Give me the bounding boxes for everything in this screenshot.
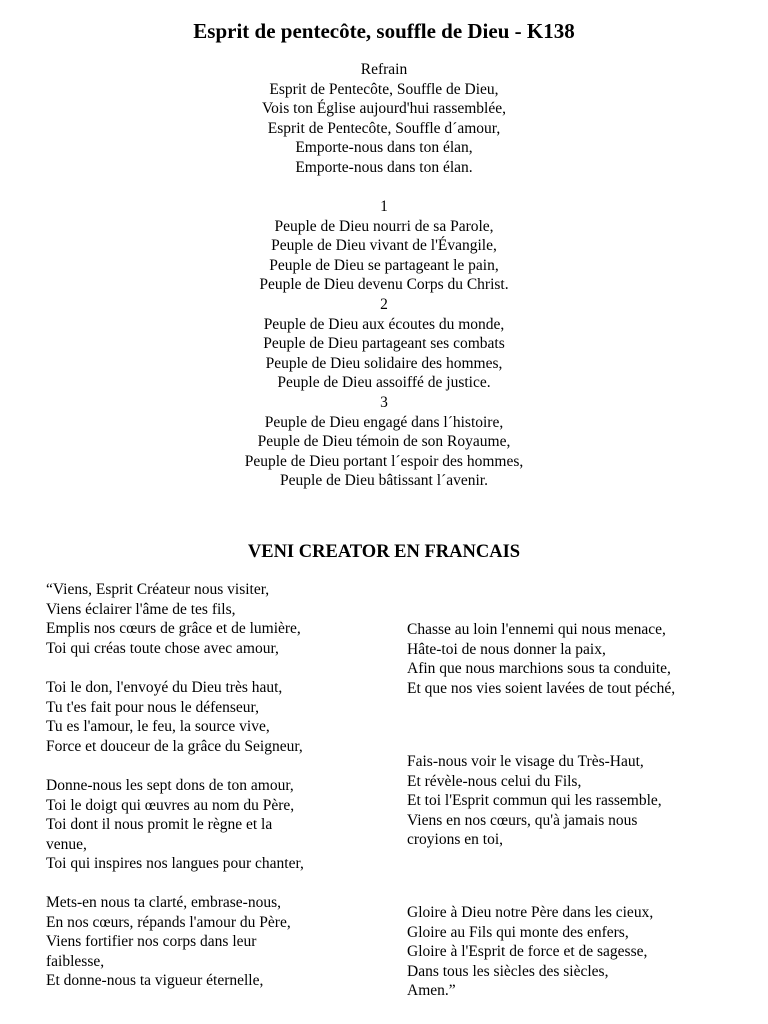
- verse-line: Peuple de Dieu bâtissant l´avenir.: [280, 472, 488, 490]
- verse-line: Peuple de Dieu devenu Corps du Christ.: [259, 276, 509, 294]
- stanza: [46, 893, 291, 991]
- stanza-line: Toi qui créas toute chose avec amour,: [46, 639, 279, 657]
- stanza-line: Hâte-toi de nous donner la paix,: [407, 640, 606, 658]
- stanza: [46, 678, 303, 756]
- stanza: [46, 580, 301, 658]
- refrain-line: Vois ton Église aujourd'hui rassemblée,: [261, 100, 506, 118]
- stanza: [46, 776, 304, 874]
- stanza-line: Et toi l'Esprit commun qui les rassemble,: [407, 792, 662, 810]
- refrain-line: Emporte-nous dans ton élan.: [295, 158, 473, 176]
- stanza: [407, 752, 662, 850]
- stanza-line: Toi le don, l'envoyé du Dieu très haut,: [46, 679, 283, 696]
- stanza-line: venue,: [46, 835, 87, 853]
- refrain-line: Emporte-nous dans ton élan,: [295, 139, 473, 157]
- verse-line: Peuple de Dieu vivant de l'Évangile,: [271, 237, 497, 255]
- verses-block: [0, 197, 768, 491]
- stanza-line: Toi dont il nous promit le règne et la: [46, 816, 273, 834]
- refrain-line: Esprit de Pentecôte, Souffle d´amour,: [267, 119, 501, 137]
- stanza-line: Gloire au Fils qui monte des enfers,: [407, 923, 629, 941]
- refrain-label: Refrain: [360, 61, 408, 78]
- stanza-line: Chasse au loin l'ennemi qui nous menace,: [407, 621, 666, 638]
- stanza-line: En nos cœurs, répands l'amour du Père,: [46, 913, 291, 931]
- verse-line: Peuple de Dieu assoiffé de justice.: [277, 374, 491, 392]
- stanza-line: Afin que nous marchions sous ta conduite,: [407, 660, 671, 678]
- stanza-line: Dans tous les siècles des siècles,: [407, 962, 609, 980]
- verse-line: Peuple de Dieu solidaire des hommes,: [265, 354, 503, 372]
- verse-number: 1: [380, 198, 388, 215]
- stanza-line: Fais-nous voir le visage du Très-Haut,: [407, 753, 644, 770]
- verse-line: Peuple de Dieu se partageant le pain,: [269, 256, 499, 274]
- verse-number: 3: [380, 393, 388, 411]
- stanza-line: Mets-en nous ta clarté, embrase-nous,: [46, 894, 282, 911]
- stanza-line: Viens éclairer l'âme de tes fils,: [46, 600, 236, 618]
- stanza-line: faiblesse,: [46, 952, 105, 970]
- stanza-line: Donne-nous les sept dons de ton amour,: [46, 777, 294, 794]
- stanza: [407, 903, 653, 1001]
- stanza-line: Toi le doigt qui œuvres au nom du Père,: [46, 796, 295, 814]
- stanza-line: croyions en toi,: [407, 831, 503, 849]
- stanza-line: Emplis nos cœurs de grâce et de lumière,: [46, 620, 301, 638]
- stanza-line: Gloire à l'Esprit de force et de sagesse,: [407, 943, 648, 961]
- refrain-line: Esprit de Pentecôte, Souffle de Dieu,: [269, 80, 499, 98]
- stanza-line: Amen.”: [407, 982, 456, 1000]
- verse-line: Peuple de Dieu partageant ses combats: [263, 335, 505, 353]
- stanza-line: Gloire à Dieu notre Père dans les cieux,: [407, 904, 654, 921]
- stanza-line: Et révèle-nous celui du Fils,: [407, 772, 582, 790]
- stanza-line: Et donne-nous ta vigueur éternelle,: [46, 972, 264, 990]
- stanza-line: Toi qui inspires nos langues pour chanter,: [46, 855, 304, 873]
- stanza-line: Et que nos vies soient lavées de tout péché,: [407, 679, 676, 697]
- verse-line: Peuple de Dieu portant l´espoir des hommes,: [244, 452, 524, 470]
- stanza-line: Viens en nos cœurs, qu'à jamais nous: [407, 811, 638, 829]
- verse-line: Peuple de Dieu engagé dans l´histoire,: [264, 413, 504, 431]
- stanza-line: Tu es l'amour, le feu, la source vive,: [46, 718, 270, 736]
- section-title: VENI CREATOR EN FRANCAIS: [247, 542, 521, 562]
- stanza-line: Force et douceur de la grâce du Seigneur,: [46, 737, 303, 755]
- page-title: Esprit de pentecôte, souffle de Dieu - K138: [193, 19, 575, 43]
- stanza-line: Tu t'es fait pour nous le défenseur,: [46, 698, 259, 716]
- refrain-block: [0, 60, 768, 178]
- stanza-line: Viens fortifier nos corps dans leur: [46, 933, 257, 951]
- stanza: [407, 620, 675, 698]
- verse-line: Peuple de Dieu témoin de son Royaume,: [257, 433, 511, 451]
- verse-number: 2: [380, 295, 388, 313]
- verse-line: Peuple de Dieu nourri de sa Parole,: [274, 217, 494, 235]
- stanza-line: “Viens, Esprit Créateur nous visiter,: [46, 581, 270, 598]
- verse-line: Peuple de Dieu aux écoutes du monde,: [263, 315, 505, 333]
